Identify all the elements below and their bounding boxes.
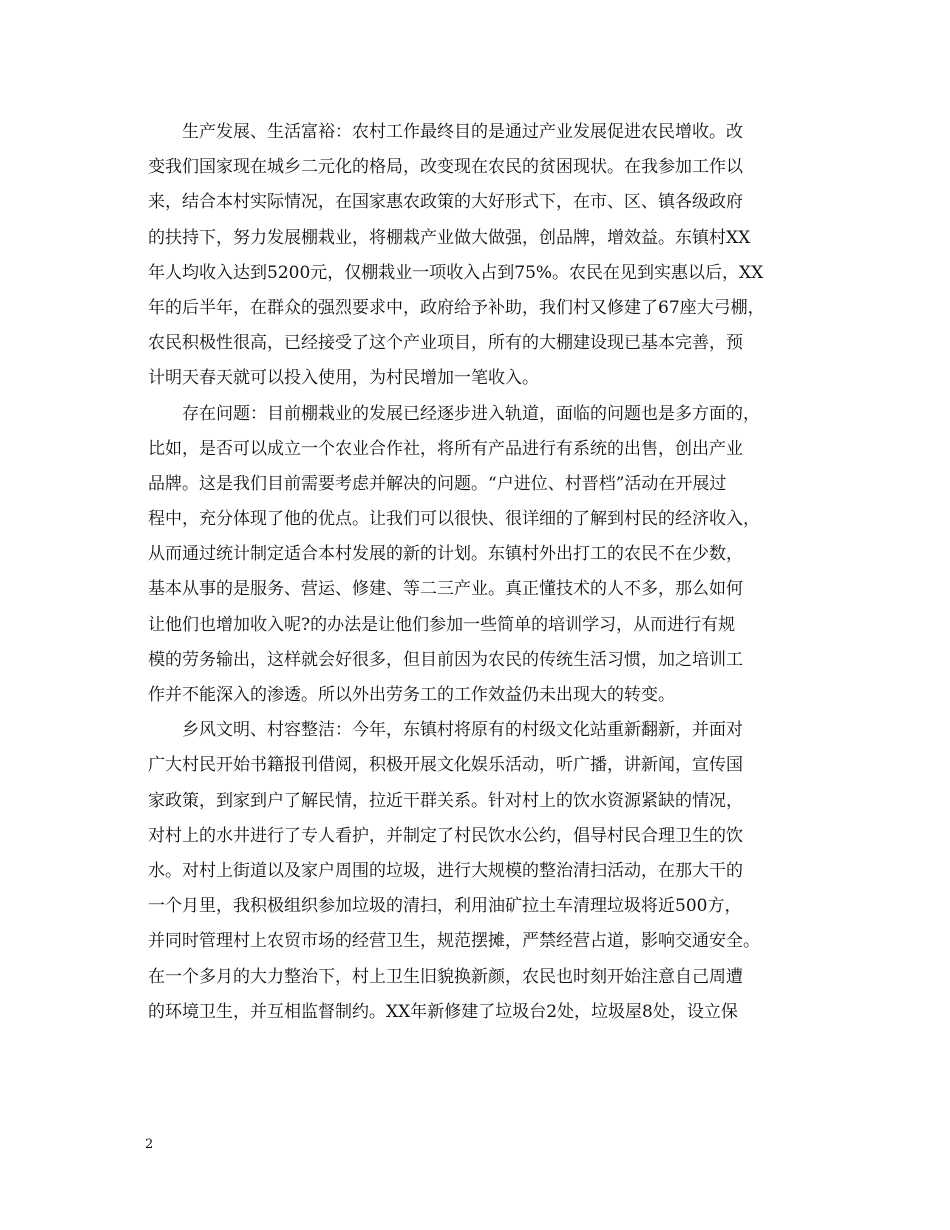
text-line: 计明天春天就可以投入使用，为村民增加一笔收入。 bbox=[148, 368, 539, 389]
text-line: 变我们国家现在城乡二元化的格局，改变现在农民的贫困现状。在我参加工作以 bbox=[148, 157, 743, 178]
text-line: 品牌。这是我们目前需要考虑并解决的问题。“户进位、村晋档”活动在开展过 bbox=[148, 473, 727, 494]
text-line: 家政策，到家到户了解民情，拉近干群关系。针对村上的饮水资源紧缺的情况， bbox=[148, 790, 743, 811]
text-line: 广大村民开始书籍报刊借阅，积极开展文化娱乐活动，听广播，讲新闻，宣传国 bbox=[148, 755, 743, 776]
page-number: 2 bbox=[145, 1137, 154, 1152]
text-line: 程中，充分体现了他的优点。让我们可以很快、很详细的了解到村民的经济收入， bbox=[148, 509, 760, 530]
text-line: 让他们也增加收入呢?的办法是让他们参加一些简单的培训学习，从而进行有规 bbox=[148, 614, 736, 635]
text-line: 从而通过统计制定适合本村发展的新的计划。东镇村外出打工的农民不在少数， bbox=[148, 544, 743, 565]
text-line: 一个月里，我积极组织参加垃圾的清扫，利用油矿拉土车清理垃圾将近500方， bbox=[148, 896, 742, 917]
text-line: 年人均收入达到5200元，仅棚栽业一项收入占到75%。农民在见到实惠以后，XX bbox=[148, 262, 764, 283]
text-line: 年的后半年，在群众的强烈要求中，政府给予补助，我们村又修建了67座大弓棚， bbox=[148, 297, 765, 318]
text-line: 的环境卫生，并互相监督制约。XX年新修建了垃圾台2处，垃圾屋8处，设立保 bbox=[148, 1001, 738, 1022]
text-line: 基本从事的是服务、营运、修建、等二三产业。真正懂技术的人不多，那么如何 bbox=[148, 579, 743, 600]
text-line: 的扶持下，努力发展棚栽业，将棚栽产业做大做强，创品牌，增效益。东镇村XX bbox=[148, 227, 751, 248]
text-line: 在一个多月的大力整治下，村上卫生旧貌换新颜，农民也时刻开始注意自己周遭 bbox=[148, 966, 743, 987]
text-line: 存在问题：目前棚栽业的发展已经逐步进入轨道，面临的问题也是多方面的， bbox=[148, 403, 760, 424]
text-line: 作并不能深入的渗透。所以外出劳务工的工作效益仍未出现大的转变。 bbox=[148, 685, 675, 705]
text-line: 并同时管理村上农贸市场的经营卫生，规范摆摊，严禁经营占道，影响交通安全。 bbox=[148, 931, 760, 952]
text-line: 乡风文明、村容整洁：今年，东镇村将原有的村级文化站重新翻新，并面对 bbox=[148, 720, 743, 741]
text-line: 对村上的水井进行了专人看护，并制定了村民饮水公约，倡导村民合理卫生的饮 bbox=[148, 825, 743, 846]
text-line: 农民积极性很高，已经接受了这个产业项目，所有的大棚建设现已基本完善，预 bbox=[148, 333, 743, 354]
text-line: 水。对村上街道以及家户周围的垃圾，进行大规模的整治清扫活动，在那大干的 bbox=[148, 860, 743, 881]
text-line: 来，结合本村实际情况，在国家惠农政策的大好形式下，在市、区、镇各级政府 bbox=[148, 192, 743, 213]
text-line: 比如，是否可以成立一个农业合作社，将所有产品进行有系统的出售，创出产业 bbox=[148, 438, 743, 459]
body-text bbox=[148, 115, 828, 1030]
text-line: 模的劳务输出，这样就会好很多，但目前因为农民的传统生活习惯，加之培训工 bbox=[148, 649, 743, 670]
text-line: 生产发展、生活富裕：农村工作最终目的是通过产业发展促进农民增收。改 bbox=[148, 122, 743, 142]
